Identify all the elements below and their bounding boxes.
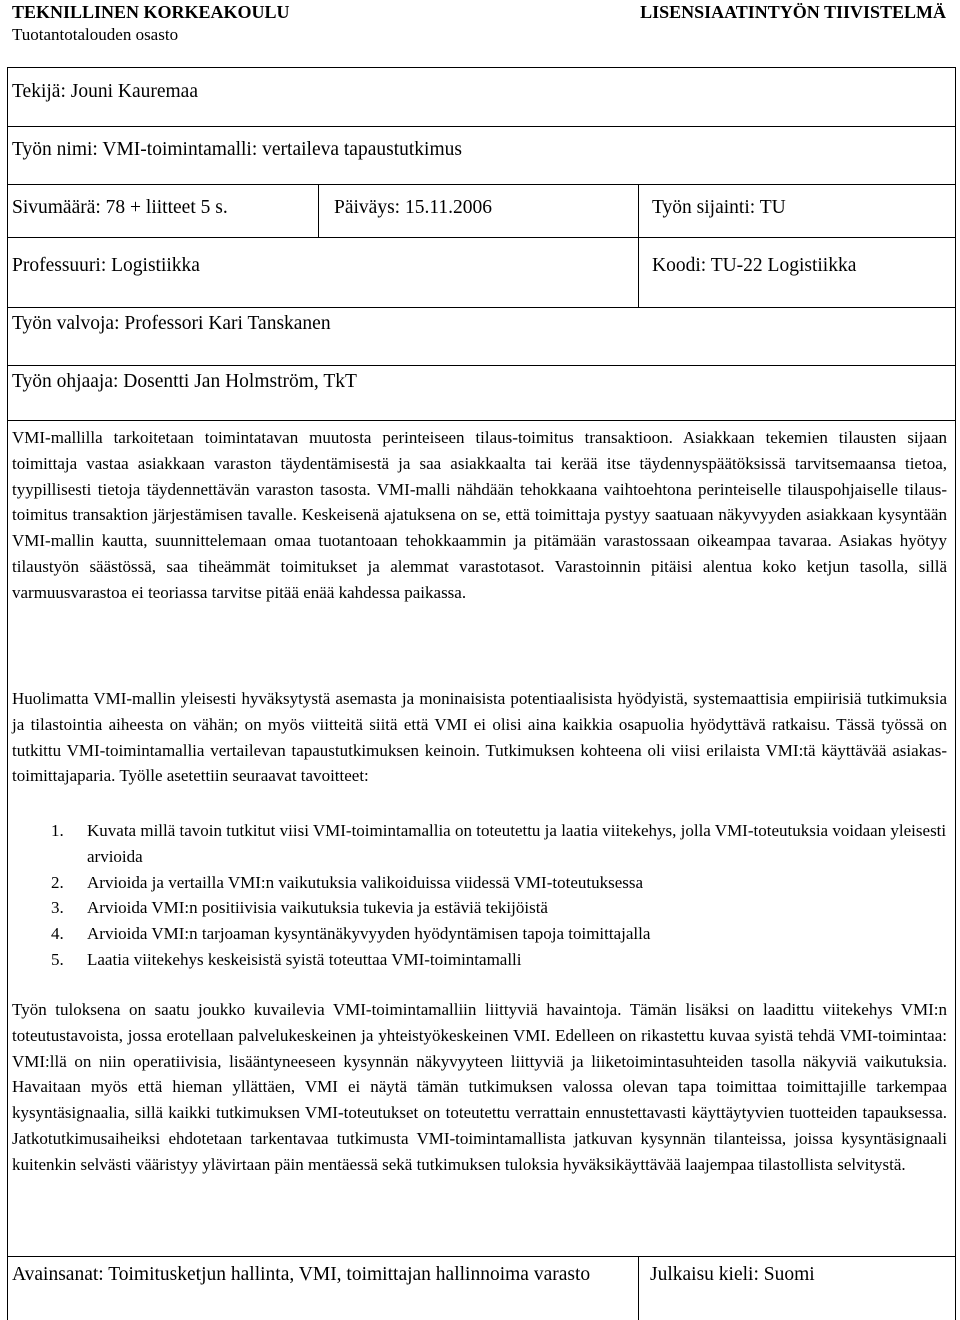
pages-field: Sivumäärä: 78 + liitteet 5 s. xyxy=(12,197,228,218)
divider xyxy=(7,237,956,238)
author-field: Tekijä: Jouni Kauremaa xyxy=(12,81,198,102)
list-item-text: Laatia viitekehys keskeisistä syistä toteuttaa VMI-toimintamalli xyxy=(87,949,522,969)
goals-list xyxy=(12,818,947,973)
document-type: LISENSIAATINTYÖN TIIVISTELMÄ xyxy=(640,2,946,22)
list-number: 2. xyxy=(51,872,64,892)
list-number: 3. xyxy=(51,898,64,918)
supervisor-field: Työn valvoja: Professori Kari Tanskanen xyxy=(12,313,331,334)
language-field: Julkaisu kieli: Suomi xyxy=(650,1264,815,1285)
divider xyxy=(7,420,956,421)
list-item-text: Kuvata millä tavoin tutkitut viisi VMI-toimintamallia on toteutettu ja laatia viitekehys, jolla VMI-toteutuksia voidaan yleisesti arvioida xyxy=(87,821,947,866)
date-field: Päiväys: 15.11.2006 xyxy=(334,197,492,218)
list-item xyxy=(12,921,947,947)
list-item xyxy=(12,870,947,896)
code-field: Koodi: TU-22 Logistiikka xyxy=(652,255,857,276)
title-field: Työn nimi: VMI-toimintamalli: vertaileva tapaustutkimus xyxy=(12,139,462,160)
abstract-paragraph-3: Työn tuloksena on saatu joukko kuvailevia VMI-toimintamalliin liittyviä havaintoja. Tämän lisäksi on laadittu viitekehys VMI:n toteutustavoista, jossa erotellaan palvelukeskeinen ja yhteistyökeskeinen VMI. Edelleen on rikastettu kuvaa syistä tehdä VMI-toimintaa: VMI:llä on niin operatiivisia, lisääntyneeseen kysynnän näkyvyyteen liittyviä ja liiketoimintasuhteiden tasolla näkyviä vaikutuksia. Havaitaan myös että hieman yllättäen, VMI ei näytä tämän tutkimuksen valossa olevan tapa toimittaa toimittajille tarkempaa kysyntäsignaalia, sillä kaikki tutkimuksen VMI-toteutukset on toteutettu verrattain ennustettavasti käyttäytyvien tuotteiden tapauksessa. Jatkotutkimusaiheiksi ehdotetaan tarkentavaa tutkimusta VMI-toimintamallista jatkuvan kysynnän tilanteissa, joissa kysyntäsignaali kuitenkin selvästi vääristyy ylävirtaan päin mentäessä sekä tutkimuksen tuloksia hyväksikäyttävää laajempaa tilastollista selvitystä. xyxy=(12,1000,947,1174)
list-number: 5. xyxy=(51,949,64,969)
list-item-text: Arvioida ja vertailla VMI:n vaikutuksia valikoiduissa viidessä VMI-toteutuksessa xyxy=(87,872,644,892)
list-number: 4. xyxy=(51,924,64,944)
list-item-text: Arvioida VMI:n positiivisia vaikutuksia tukevia ja estäviä tekijöistä xyxy=(87,898,548,918)
divider xyxy=(7,126,956,127)
list-item xyxy=(12,818,947,870)
professorship-field: Professuuri: Logistiikka xyxy=(12,255,200,276)
divider xyxy=(7,365,956,366)
column-divider xyxy=(638,1256,639,1320)
university-name: TEKNILLINEN KORKEAKOULU xyxy=(12,2,290,22)
instructor-field: Työn ohjaaja: Dosentti Jan Holmström, TkT xyxy=(12,371,357,392)
department-name: Tuotantotalouden osasto xyxy=(12,25,179,44)
list-item-text: Arvioida VMI:n tarjoaman kysyntänäkyvyyden hyödyntämisen tapoja toimittajalla xyxy=(87,924,651,944)
list-item xyxy=(12,947,947,973)
abstract-paragraph-2: Huolimatta VMI-mallin yleisesti hyväksytystä asemasta ja moninaisista potentiaalisista hyödyistä, systemaattisia empiirisiä tutkimuksia ja tilastointia aiheesta on vähän; on myös viitteitä siitä että VMI ei olisi aina kaikkia osapuolia hyödyttävä ratkaisu. Tässä työssä on tutkittu VMI-toimintamallia vertailevan tapaustutkimuksen keinoin. Tutkimuksen kohteena oli viisi erilaista VMI:tä käyttävää asiakas-toimittajaparia. Työlle asetettiin seuraavat tavoitteet: xyxy=(12,689,947,786)
column-divider xyxy=(318,184,319,237)
divider xyxy=(7,1256,956,1257)
list-number: 1. xyxy=(51,821,64,840)
divider xyxy=(7,184,956,185)
divider xyxy=(7,307,956,308)
location-field: Työn sijainti: TU xyxy=(652,197,786,218)
keywords-field: Avainsanat: Toimitusketjun hallinta, VMI, toimittajan hallinnoima varasto xyxy=(12,1264,591,1285)
abstract-paragraph-1: VMI-mallilla tarkoitetaan toimintatavan muutosta perinteiseen tilaus-toimitus transaktioon. Asiakkaan tekemien tilausten sijaan toimittaja vastaa asiakkaan varaston täydentämisestä ja saa asiakkaalta tai kerää itse täydennyspäätöksissä tarvitsemaansa tietoa, tyypillisesti tietoja täydennettävän varaston tasosta. VMI-malli nähdään tehokkaana vaihtoehtona perinteiselle tilauspohjaiselle tilaus-toimitus transaktion järjestämisen tavalle. Keskeisenä ajatuksena on se, että toimittaja pystyy saatuaan näkyvyyden asiakkaan kysyntään VMI-mallin kautta, suunnittelemaan omaa tuotantoaan tehokkaammin ja pitämään varastossaan oikeampaa tavaraa. Asiakas hyötyy tilaustyön säästössä, saa tiheämmät toimitukset ja alemmat varastotasot. Varastoinnin pitäisi alentua koko ketjun tasolla, sillä varmuusvarastoa ei teoriassa tarvitse pitää enää kahdessa paikassa. xyxy=(12,428,947,602)
column-divider xyxy=(638,184,639,307)
list-item xyxy=(12,895,947,921)
